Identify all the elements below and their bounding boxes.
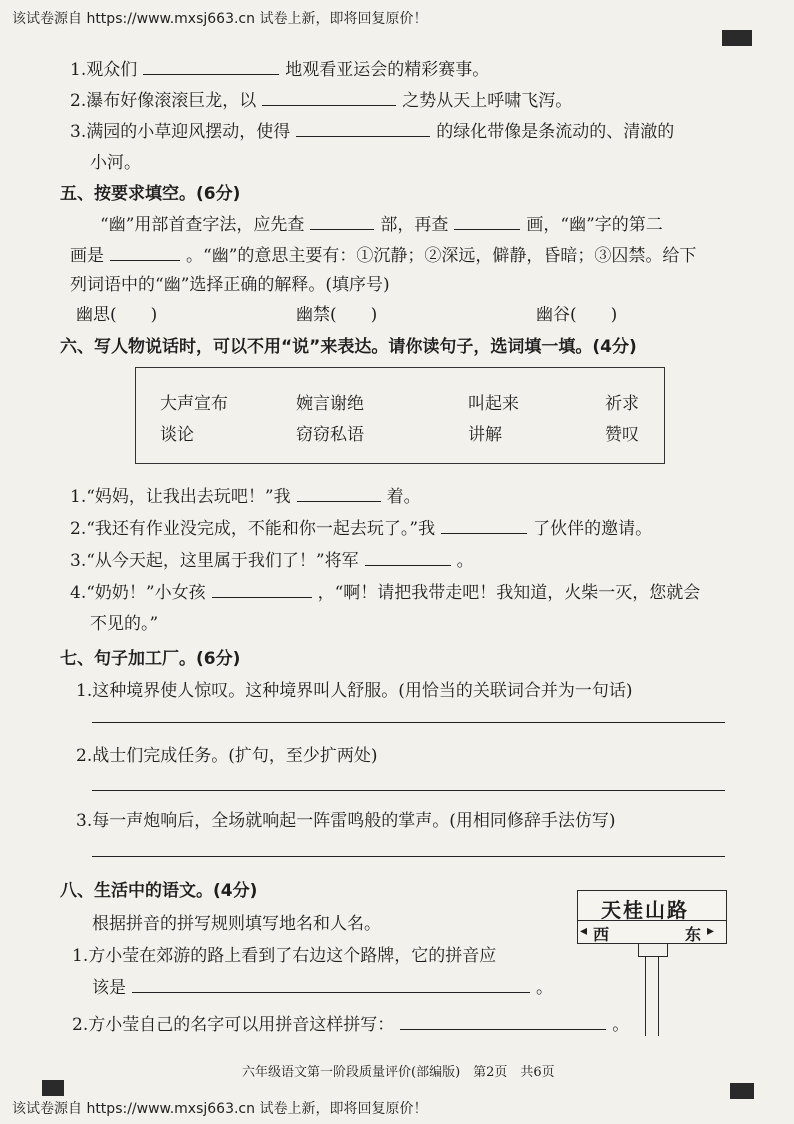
corner-mark-top-right (722, 30, 752, 46)
s4-q2-blank[interactable] (262, 104, 396, 106)
s5-p2b: 。“幽”的意思主要有：①沉静；②深远，僻静，昏暗；③囚禁。给下 (186, 246, 697, 266)
s4-q1-pre: 1.观众们 (70, 60, 138, 80)
road-sign-east-arrow-icon: ▸ (707, 923, 715, 939)
word-bank-item-3: 叫起来 (468, 394, 519, 414)
s8-title: 八、生活中的语文。(4分) (60, 881, 258, 901)
s6-question-2 (70, 514, 652, 539)
road-sign-west-arrow-icon: ◂ (580, 923, 588, 939)
s5-word-3[interactable]: 幽谷( ) (536, 305, 618, 325)
s6-q4-pre: 4.“奶奶！”小女孩 (70, 583, 206, 603)
s6-q1-post: 着。 (386, 487, 421, 507)
s8-q2-blank[interactable] (400, 1028, 606, 1030)
s7-question-3: 3.每一声炮响后，全场就响起一阵雷鸣般的掌声。(用相同修辞手法仿写) (76, 811, 616, 831)
s4-q3-continuation: 小河。 (90, 153, 141, 173)
word-bank-item-1: 大声宣布 (160, 394, 228, 414)
road-sign-divider (577, 920, 727, 921)
s5-word-2[interactable]: 幽禁( ) (296, 305, 378, 325)
s5-strokes-blank[interactable] (454, 228, 520, 230)
s4-q3-pre: 3.满园的小草迎风摆动，使得 (70, 122, 291, 142)
s6-q4-continuation: 不见的。” (90, 614, 159, 634)
s7-q1-answer-line[interactable] (92, 722, 725, 723)
s6-q3-post: 。 (456, 551, 474, 571)
s8-q1-end: 。 (536, 978, 553, 998)
s6-q2-blank[interactable] (441, 532, 527, 534)
s7-title: 七、句子加工厂。(6分) (60, 649, 241, 669)
s7-question-1: 1.这种境界使人惊叹。这种境界叫人舒服。(用恰当的关联词合并为一句话) (76, 681, 633, 701)
road-sign-east: 东 (685, 925, 702, 944)
s8-question-2 (72, 1010, 629, 1035)
s8-q1-pre: 该是 (92, 978, 126, 998)
word-bank-item-5: 谈论 (160, 425, 194, 445)
s5-p1b: 部，再查 (380, 215, 449, 235)
s4-q2-pre: 2.瀑布好像滚滚巨龙，以 (70, 91, 257, 111)
s6-q2-pre: 2.“我还有作业没完成，不能和你一起去玩了。”我 (70, 519, 436, 539)
s8-question-1-line-2 (92, 973, 553, 998)
s6-q3-pre: 3.“从今天起，这里属于我们了！”将军 (70, 551, 359, 571)
road-sign-west: 西 (593, 925, 610, 944)
watermark-bottom: 该试卷源自 https://www.mxsj663.cn 试卷上新，即将回复原价！ (12, 1101, 428, 1117)
s8-q2-end: 。 (612, 1015, 630, 1035)
s5-paragraph-line-1 (100, 210, 663, 235)
s6-q4-blank[interactable] (212, 596, 312, 598)
s7-q3-answer-line[interactable] (92, 856, 725, 857)
watermark-top: 该试卷源自 https://www.mxsj663.cn 试卷上新，即将回复原价！ (12, 11, 428, 27)
word-bank-item-7: 讲解 (468, 425, 502, 445)
corner-mark-bottom-left (42, 1080, 64, 1096)
s4-question-1 (70, 55, 489, 80)
s4-q3-post: 的绿化带像是条流动的、清澈的 (436, 122, 675, 142)
s4-question-2 (70, 86, 572, 111)
word-bank-item-8: 赞叹 (605, 425, 639, 445)
s6-q1-blank[interactable] (297, 500, 381, 502)
s5-p2a: 画是 (70, 246, 104, 266)
corner-mark-bottom-right (730, 1083, 754, 1099)
s7-q2-answer-line[interactable] (92, 790, 725, 791)
s5-word-1[interactable]: 幽思( ) (76, 305, 158, 325)
s6-q2-post: 了伙伴的邀请。 (533, 519, 653, 539)
s4-question-3 (70, 117, 674, 142)
s6-question-3 (70, 546, 474, 571)
word-bank-item-6: 窃窃私语 (296, 425, 364, 445)
s4-q3-blank[interactable] (296, 135, 430, 137)
s8-question-1: 1.方小莹在郊游的路上看到了右边这个路牌，它的拼音应 (72, 946, 497, 966)
word-bank-item-4: 祈求 (605, 394, 639, 414)
s5-p1a: “幽”用部首查字法，应先查 (100, 215, 305, 235)
s6-q3-blank[interactable] (365, 564, 451, 566)
s8-q1-blank[interactable] (132, 991, 530, 993)
s4-q1-blank[interactable] (143, 73, 279, 75)
s6-question-4 (70, 578, 700, 603)
s5-second-stroke-blank[interactable] (110, 259, 180, 261)
s4-q2-post: 之势从天上呼啸飞泻。 (402, 91, 573, 111)
s4-q1-post: 地观看亚运会的精彩赛事。 (285, 60, 490, 80)
s5-title: 五、按要求填空。(6分) (60, 184, 241, 204)
s5-paragraph-line-2 (70, 241, 696, 266)
word-bank-box (135, 367, 665, 464)
s5-radical-blank[interactable] (310, 228, 374, 230)
s6-q4-post: ，“啊！请把我带走吧！我知道，火柴一灭，您就会 (317, 583, 701, 603)
road-sign-name: 天桂山路 (601, 898, 689, 922)
road-sign-pole (645, 956, 659, 1036)
s8-q2-pre: 2.方小莹自己的名字可以用拼音这样拼写： (72, 1015, 395, 1035)
s5-paragraph-line-3: 列词语中的“幽”选择正确的解释。(填序号) (70, 275, 390, 295)
road-sign (577, 890, 727, 1040)
s7-question-2: 2.战士们完成任务。(扩句，至少扩两处) (76, 746, 378, 766)
s5-p1c: 画，“幽”字的第二 (526, 215, 663, 235)
s6-title: 六、写人物说话时，可以不用“说”来表达。请你读句子，选词填一填。(4分) (60, 337, 637, 357)
word-bank-item-2: 婉言谢绝 (296, 394, 364, 414)
s6-q1-pre: 1.“妈妈，让我出去玩吧！”我 (70, 487, 291, 507)
s6-question-1 (70, 482, 421, 507)
page-footer: 六年级语文第一阶段质量评价(部编版) 第2页 共6页 (242, 1065, 555, 1080)
s8-intro: 根据拼音的拼写规则填写地名和人名。 (92, 914, 381, 934)
